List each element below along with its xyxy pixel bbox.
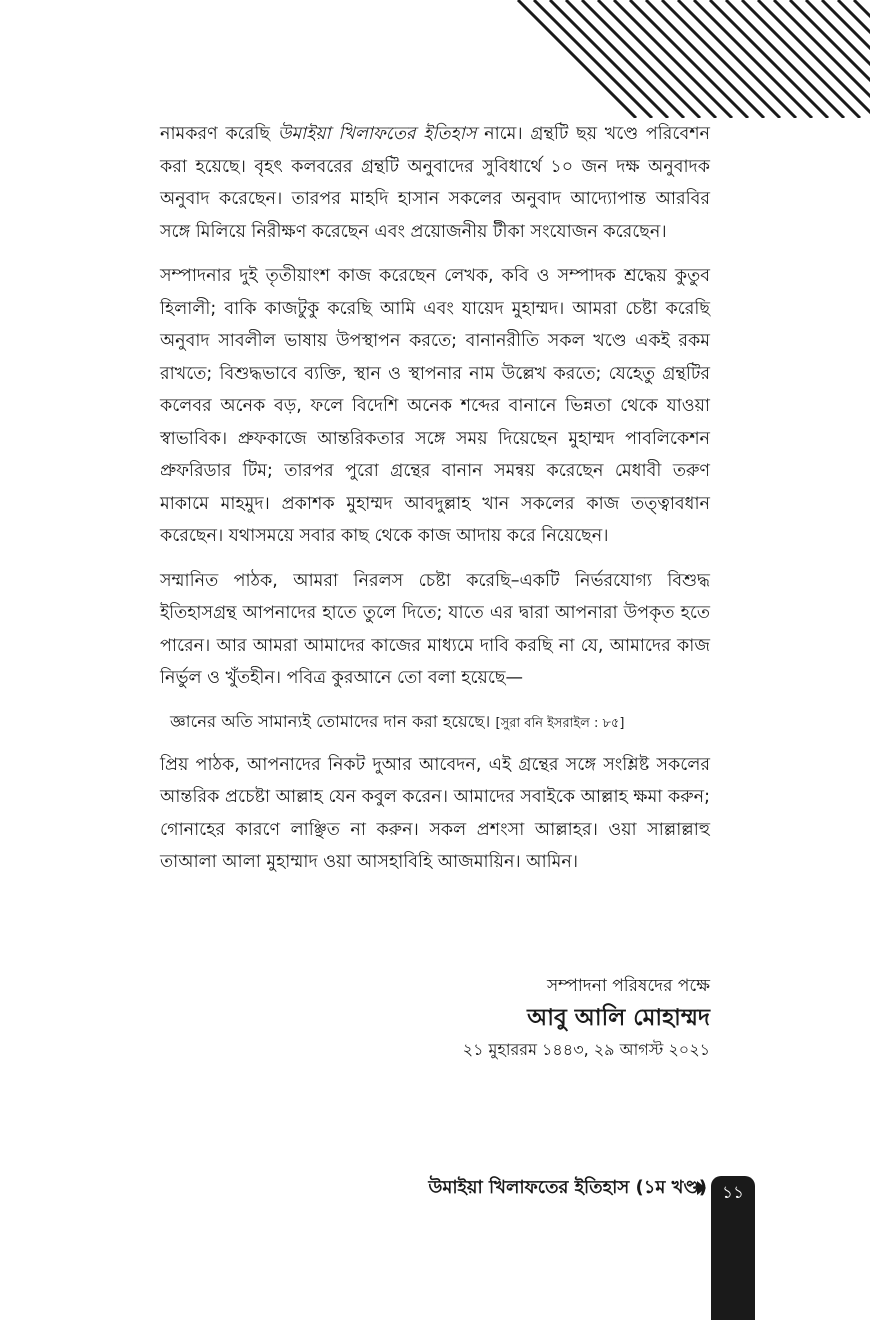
signature-council: সম্পাদনা পরিষদের পক্ষে — [546, 976, 710, 996]
quote-text: জ্ঞানের অতি সামান্যই তোমাদের দান করা হয়েছে। — [170, 711, 491, 731]
corner-stripe — [694, 0, 812, 118]
corner-stripe — [742, 0, 860, 118]
main-text-block — [160, 118, 710, 891]
corner-stripe — [662, 0, 780, 118]
corner-stripes-decoration — [510, 0, 870, 118]
footer-book-title: উমাইয়া খিলাফতের ইতিহাস (১ম খণ্ড) — [428, 1177, 707, 1198]
corner-stripe — [630, 0, 748, 118]
paragraph-2: সম্পাদনার দুই তৃতীয়াংশ কাজ করেছেন লেখক, কবি ও সম্পাদক শ্রদ্ধেয় কুতুব হিলালী; বাকি কাজটুকু করেছি আমি এবং যায়েদ মুহাম্মদ। আমরা চেষ্টা করেছি অনুবাদ সাবলীল ভাষায় উপস্থাপন করতে; বানানরীতি সকল খণ্ডে একই রকম রাখতে; বিশুদ্ধভাবে ব্যক্তি, স্থান ও স্থাপনার নাম উল্লেখ করতে; যেহেতু গ্রন্থটির কলেবর অনেক বড়, ফলে বিদেশি অনেক শব্দের বানানে ভিন্নতা থেকে যাওয়া স্বাভাবিক। প্রুফকাজে আন্তরিকতার সঙ্গে সময় দিয়েছেন মুহাম্মদ পাবলিকেশন প্রুফরিডার টিম; তারপর পুরো গ্রন্থের বানান সমন্বয় করেছেন মেধাবী তরুণ মাকামে মাহমুদ। প্রকাশক মুহাম্মদ আবদুল্লাহ খান সকলের কাজ তত্ত্বাবধান করেছেন। যথাসময়ে সবার কাছ থেকে কাজ আদায় করে নিয়েছেন। — [160, 266, 710, 546]
paragraph-1-start: নামকরণ করেছি — [160, 124, 278, 144]
book-title-italic: উমাইয়া খিলাফতের ইতিহাস — [277, 124, 477, 144]
corner-stripe — [646, 0, 764, 118]
paragraph-1 — [160, 118, 710, 248]
page-number-tab — [711, 1176, 755, 1320]
corner-stripe — [566, 0, 684, 118]
corner-stripe — [518, 0, 636, 118]
page-number: ১১ — [721, 1183, 745, 1203]
corner-stripe — [758, 0, 870, 118]
signature-name: আবু আলি মোহাম্মদ — [527, 1005, 710, 1031]
corner-stripe — [726, 0, 844, 118]
paragraph-1-rest: নামে। গ্রন্থটি ছয় খণ্ডে পরিবেশন করা হয়েছে। বৃহৎ কলবরের গ্রন্থটি অনুবাদের সুবিধার্থে ১০ জন দক্ষ অনুবাদক অনুবাদ করেছেন। তারপর মাহদি হাসান সকলের অনুবাদ আদ্যোপান্ত আরবির সঙ্গে মিলিয়ে নিরীক্ষণ করেছেন এবং প্রয়োজনীয় টীকা সংযোজন করেছেন। — [160, 124, 710, 242]
quran-quote — [170, 707, 710, 739]
signature-block — [463, 972, 710, 1064]
paragraph-4: প্রিয় পাঠক, আপনাদের নিকট দুআর আবেদন, এই গ্রন্থের সঙ্গে সংশ্লিষ্ট সকলের আন্তরিক প্রচেষ্টা আল্লাহ যেন কবুল করেন। আমাদের সবাইকে আল্লাহ ক্ষমা করুন; গোনাহের কারণে লাঞ্ছিত না করুন। সকল প্রশংসা আল্লাহর। ওয়া সাল্লাল্লাহু তাআলা আলা মুহাম্মাদ ওয়া আসহাবিহি আজমায়িন। আমিন। — [160, 754, 710, 872]
corner-stripe — [614, 0, 732, 118]
corner-stripe — [534, 0, 652, 118]
corner-stripe — [678, 0, 796, 118]
footer-arrow-icon — [697, 1181, 706, 1195]
corner-stripe — [710, 0, 828, 118]
corner-stripe — [550, 0, 668, 118]
corner-stripe — [598, 0, 716, 118]
corner-stripe — [582, 0, 700, 118]
corner-stripe — [822, 0, 870, 118]
signature-date: ২১ মুহাররম ১৪৪৩, ২৯ আগস্ট ২০২১ — [462, 1040, 710, 1059]
paragraph-3: সম্মানিত পাঠক, আমরা নিরলস চেষ্টা করেছি–একটি নির্ভরযোগ্য বিশুদ্ধ ইতিহাসগ্রন্থ আপনাদের হাতে তুলে দিতে; যাতে এর দ্বারা আপনারা উপকৃত হতে পারেন। আর আমরা আমাদের কাজের মাধ্যমে দাবি করছি না যে, আমাদের কাজ নির্ভুল ও খুঁতহীন। পবিত্র কুরআনে তো বলা হয়েছে— — [160, 570, 710, 688]
quote-reference: [সুরা বনি ইসরাইল : ৮৫] — [495, 715, 625, 731]
